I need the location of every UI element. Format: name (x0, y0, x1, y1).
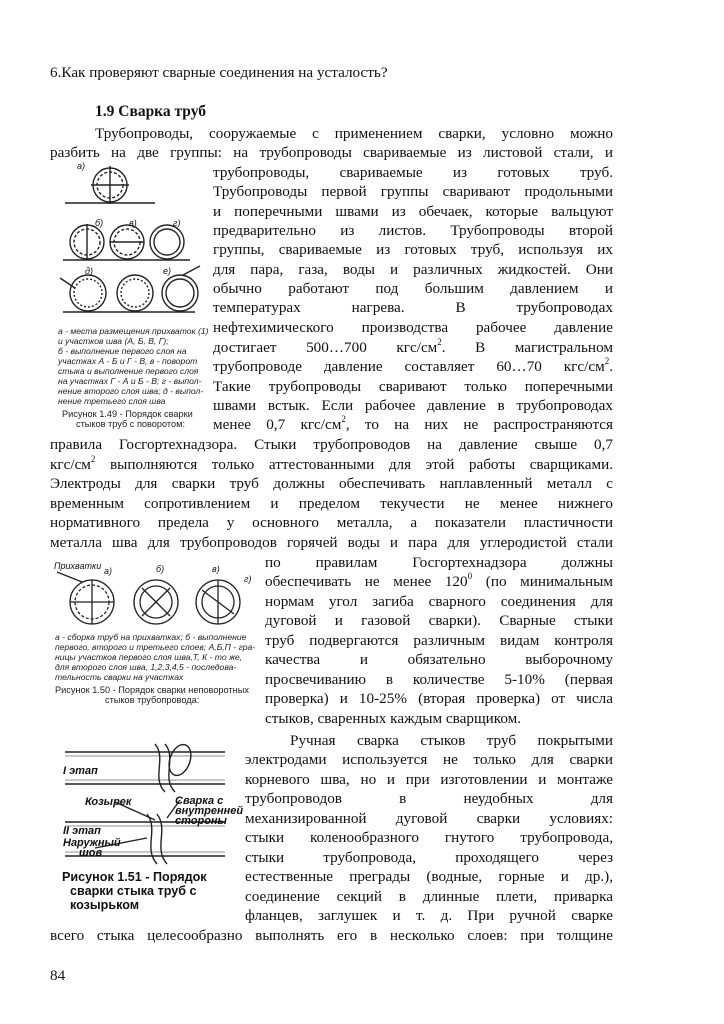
text-line: электродами используется не только для сварки (245, 751, 613, 768)
page-number: 84 (50, 967, 66, 984)
text-line: проверка) и 10-25% (вторая проверка) от числа (265, 690, 613, 707)
text-line: нормам угол загиба сварного соединения для (265, 593, 613, 610)
text-line: стыки трубопровода, проходящего через (245, 849, 613, 866)
text-line: швами встык. Если рабочее давление в трубопроводах (213, 397, 613, 414)
fig51-outer2: шов (79, 847, 103, 859)
question-text: 6.Как проверяют сварные соединения на усталость? (50, 64, 388, 81)
fig50-tack-label: Прихватки (54, 561, 102, 571)
figure-caption: Рисунок 1.50 - Порядок сварки неповоротных (55, 685, 249, 695)
legend-line: нение второго слоя шва; д - выпол- (58, 386, 204, 396)
text-line: Такие трубопроводы сваривают только поперечными (213, 378, 613, 395)
text-line: трубопроводе давление составляет 60…70 кгс/$см^2$. (213, 356, 613, 375)
text-line: трубопроводы, свариваемые из готовых труб. (213, 164, 613, 181)
text-line: фланцев, заглушек и т. д. При ручной сварке (245, 907, 613, 924)
text-line: всего стыка целесообразно выполнять его в несколько слоев: при толщине (50, 927, 613, 944)
fig51-inner: Сварка с (175, 795, 224, 807)
legend-line: и участков шва (А, Б, В, Г); (58, 336, 169, 346)
fig51-stage1: I этап (63, 765, 98, 777)
text-line: просвечиванию в количестве 5-10% (первая (265, 671, 613, 688)
text-line: естественные преграды (водные, горные и др.), (245, 868, 613, 885)
figure-1-51-caption (62, 870, 242, 912)
figure-caption: Рисунок 1.51 - Порядок (62, 870, 207, 884)
legend-line: б - выполнение первого слоя на (58, 346, 187, 356)
text-line: достигает 500…700 кгс/$см^2$. В магистральном (213, 337, 613, 356)
section-title: 1.9 Сварка труб (95, 103, 207, 120)
fig49-label-e: е) (163, 266, 172, 276)
figure-caption: козырьком (70, 898, 140, 912)
text-line: обычно работают под большим давлением и (213, 280, 613, 297)
legend-line: нение третьего слоя шва (58, 396, 166, 406)
text-line: дуговой и газовой сварки). Сварные стыки (265, 612, 613, 629)
text-line: стыков, сваренных каждым сварщиком. (265, 710, 522, 727)
text-line: трубопроводов в неудобных для (245, 790, 613, 807)
text-line: менее 0,7 кгс/$см^2$, то на них не распространяются (213, 414, 614, 433)
legend-line: а - сборка труб на прихватках; б - выполнение (55, 632, 247, 642)
text-line: и поперечными швами из обечаек, которые вальцуют (213, 203, 613, 220)
figure-1-49-legend (58, 326, 210, 429)
legend-line: первого, второго и третьего слоев; А,Б,П - гра- (55, 642, 256, 652)
fig49-label-d: д) (85, 266, 93, 276)
legend-line: тельность сварки на участках (55, 672, 184, 682)
text-line: Трубопроводы первой группы сваривают продольными (213, 183, 613, 200)
text-line: предварительно из листов. Трубопроводы второй (213, 222, 613, 239)
text-line: труб подвергаются различным видам контроля (265, 632, 613, 649)
fig50-label-a: а) (104, 566, 113, 576)
fig51-inner2: внутренней (175, 805, 244, 817)
fig50-label-g: г) (244, 574, 252, 584)
text-line: разбить на две группы: на трубопроводы свариваемые из листовой стали, и (50, 144, 613, 161)
figure-1-50-legend (55, 632, 265, 705)
text-line: группы, свариваемые из готовых труб, используя их (213, 241, 613, 258)
legend-line: ницы участков первого слоя шва,Т, К - то же, (55, 652, 243, 662)
fig49-label-a: а) (77, 161, 86, 171)
legend-line: стыка и выполнение первого слоя (58, 366, 199, 376)
text-line: стыки коленообразного гнутого трубопровода, (245, 829, 613, 846)
text-line: температурах нагрева. В трубопроводах (213, 299, 613, 316)
legend-line: для второго слоя шва, 1,2,3,4,5 - последова- (55, 662, 237, 672)
text-line: металла шва для трубопроводов горячей воды и пара для углеродистой стали (50, 534, 613, 551)
figure-caption: Рисунок 1.49 - Порядок сварки (62, 409, 193, 419)
fig50-label-v: в) (212, 564, 220, 574)
figure-1-49-drawing (55, 160, 205, 325)
text-line: Трубопроводы, сооружаемые с применением сварки, условно можно (95, 125, 613, 142)
figure-caption: стыков трубопровода: (105, 695, 200, 705)
text-line: Ручная сварка стыков труб покрытыми (290, 732, 613, 749)
fig50-label-b: б) (156, 564, 165, 574)
figure-1-50-drawing (52, 560, 262, 632)
text-line: обеспечивать не менее $120^0$ (по минимальным (265, 571, 613, 590)
legend-line: на участках Г - А и Б - В; г - выпол- (58, 376, 202, 386)
text-line: Электроды для сварки труб должны обеспечивать наплавленный металл с (50, 475, 613, 492)
fig49-label-b: б) (95, 218, 104, 228)
figure-1-51-drawing (55, 738, 245, 868)
text-line: корневого шва, но и при изготовлении и монтаже (245, 771, 613, 788)
figure-caption: сварки стыка труб с (70, 884, 197, 898)
text-line: временным сопротивлением и пределом текучести не менее нижнего (50, 495, 613, 512)
text-line: по правилам Госгортехнадзора должны (265, 554, 613, 571)
text-line: механизированной дуговой сварки условиях: (245, 810, 613, 827)
fig49-label-v: в) (129, 218, 137, 228)
fig51-visor: Козырек (85, 796, 132, 808)
legend-line: а - места размещения прихваток (1) (58, 326, 209, 336)
fig51-inner3: стороны (175, 815, 227, 827)
text-line: правила Госгортехнадзора. Стыки трубопроводов на давление свыше 0,7 (50, 436, 613, 453)
text-line: нефтехимического производства рабочее давление (213, 319, 613, 336)
text-line: кгс/$см^2$ выполняются только аттестованными для этой работы сварщиками. (50, 454, 613, 473)
text-line: соединение секций в длинные плети, приварка (245, 888, 613, 905)
text-line: нормативного предела у основного металла, а показатели пластичности (50, 514, 613, 531)
fig51-outer: Наружный (63, 837, 121, 849)
legend-line: участках А - Б и Г - В, в - поворот (58, 356, 198, 366)
text-line: качества и обязательно выборочному (265, 651, 613, 668)
text-line: для пара, газа, воды и различных жидкостей. Они (213, 261, 613, 278)
figure-caption: стыков труб с поворотом: (76, 419, 186, 429)
fig51-stage2: II этап (63, 825, 101, 837)
fig49-label-g: г) (173, 218, 181, 228)
